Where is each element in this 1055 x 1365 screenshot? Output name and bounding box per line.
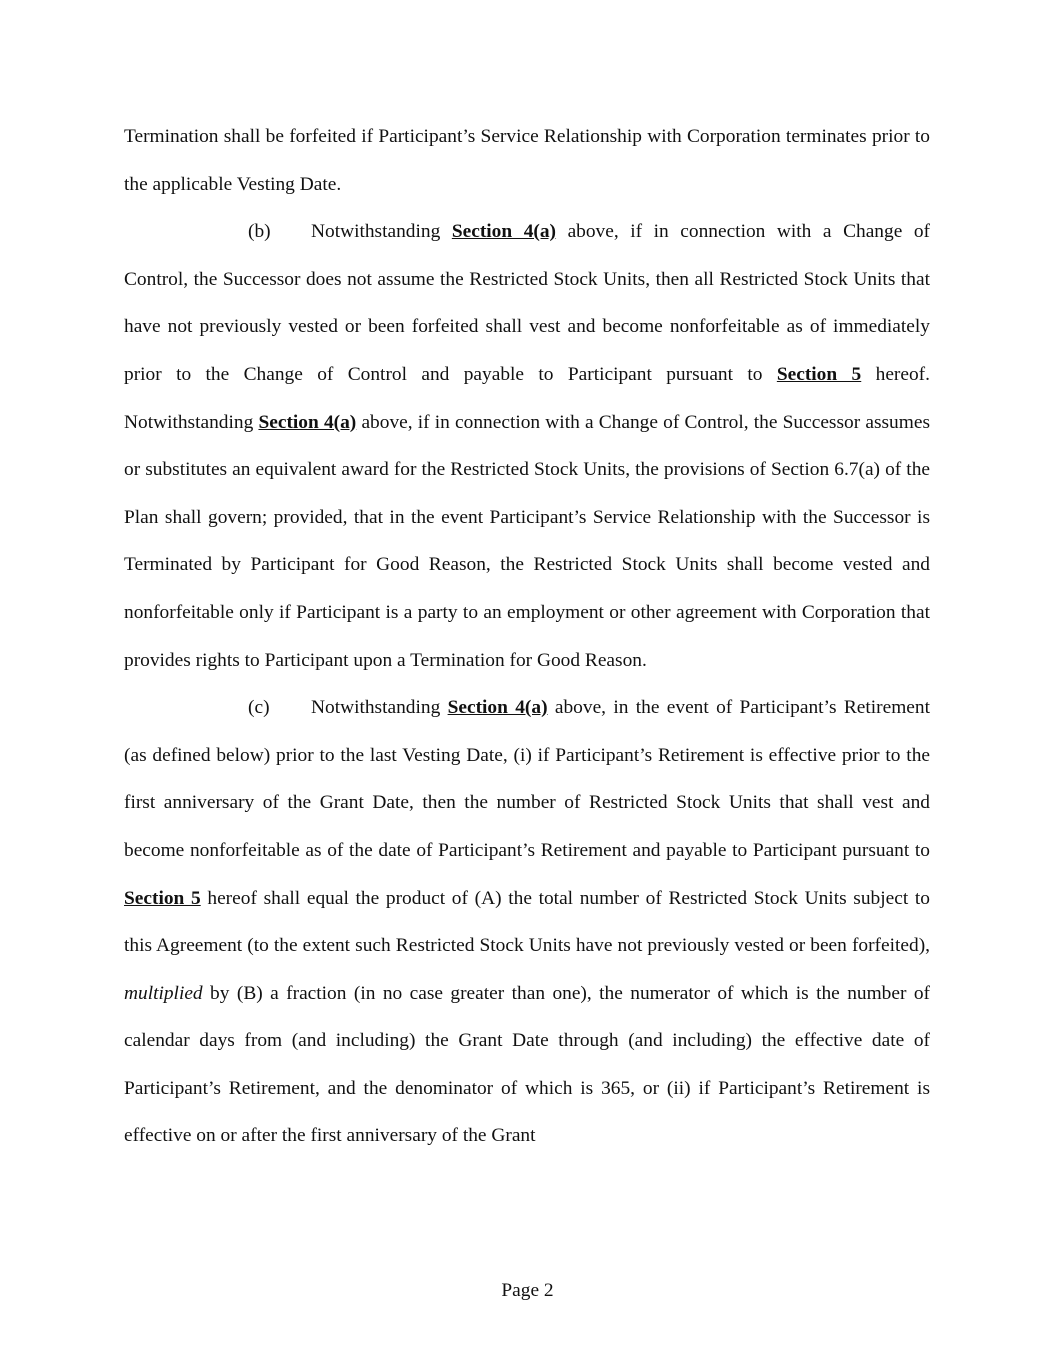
document-body [124, 113, 930, 1160]
continuation-text: Termination shall be forfeited if Participant’s Service Relationship with Corporation terminates prior to the applicable Vesting Date. [124, 126, 930, 195]
paragraph-b-text-4: above, if in connection with a Change of Control, the Successor assumes or substitutes an equivalent award for the Restricted Stock Units, the provisions of Section 6.7(a) of the Plan shall govern; provided, that in the event Participant’s Service Relationship with the Successor is Terminated by Participant for Good Reason, the Restricted Stock Units shall become vested and nonforfeitable only if Participant is a party to an employment or other agreement with Corporation that provides rights to Participant upon a Termination for Good Reason. [124, 411, 930, 671]
paragraph-b [124, 208, 930, 684]
multiplied-emphasis: multiplied [124, 982, 203, 1004]
paragraph-c [124, 684, 930, 1160]
paragraph-b-text-1: Notwithstanding [311, 221, 452, 243]
paragraph-b-text-2: above, if in connection with a Change of Control, the Successor does not assume the Restricted Stock Units, then all Restricted Stock Units that have not previously vested or been forfeited shall vest and become nonforfeitable as of immediately prior to the Change of Control and payable to Participant pursuant to [124, 221, 931, 385]
section-4a-reference: Section 4(a) [451, 221, 557, 243]
paragraph-c-text-2: above, in the event of Participant’s Retirement (as defined below) prior to the last Vesting Date, (i) if Participant’s Retirement is effective prior to the first anniversary of the Grant Date, then the number of Restricted Stock Units that shall vest and become nonforfeitable as of the date of Participant’s Retirement and payable to Participant pursuant to [124, 697, 930, 861]
continuation-paragraph [124, 113, 930, 208]
page-number: Page 2 [501, 1280, 554, 1301]
section-5-reference: Section 5 [776, 363, 862, 385]
paragraph-c-text-1: Notwithstanding [311, 697, 448, 719]
section-5-reference: Section 5 [124, 887, 201, 909]
paragraph-c-text-3: hereof shall equal the product of (A) the total number of Restricted Stock Units subject to this Agreement (to the extent such Restricted Stock Units have not previously vested or been forfeited), [124, 887, 930, 957]
paragraph-c-label: (c) [248, 697, 270, 719]
paragraph-b-text-3: hereof. Notwithstanding [124, 363, 930, 433]
section-4a-reference: Section 4(a) [447, 697, 548, 719]
paragraph-b-label: (b) [248, 221, 271, 243]
section-4a-reference: Section 4(a) [258, 411, 357, 433]
paragraph-c-text-4: by (B) a fraction (in no case greater than one), the numerator of which is the number of calendar days from (and including) the Grant Date through (and including) the effective date of Participant’s Retirement, and the denominator of which is 365, or (ii) if Participant’s Retirement is effective on or after the first anniversary of the Grant [124, 982, 930, 1147]
